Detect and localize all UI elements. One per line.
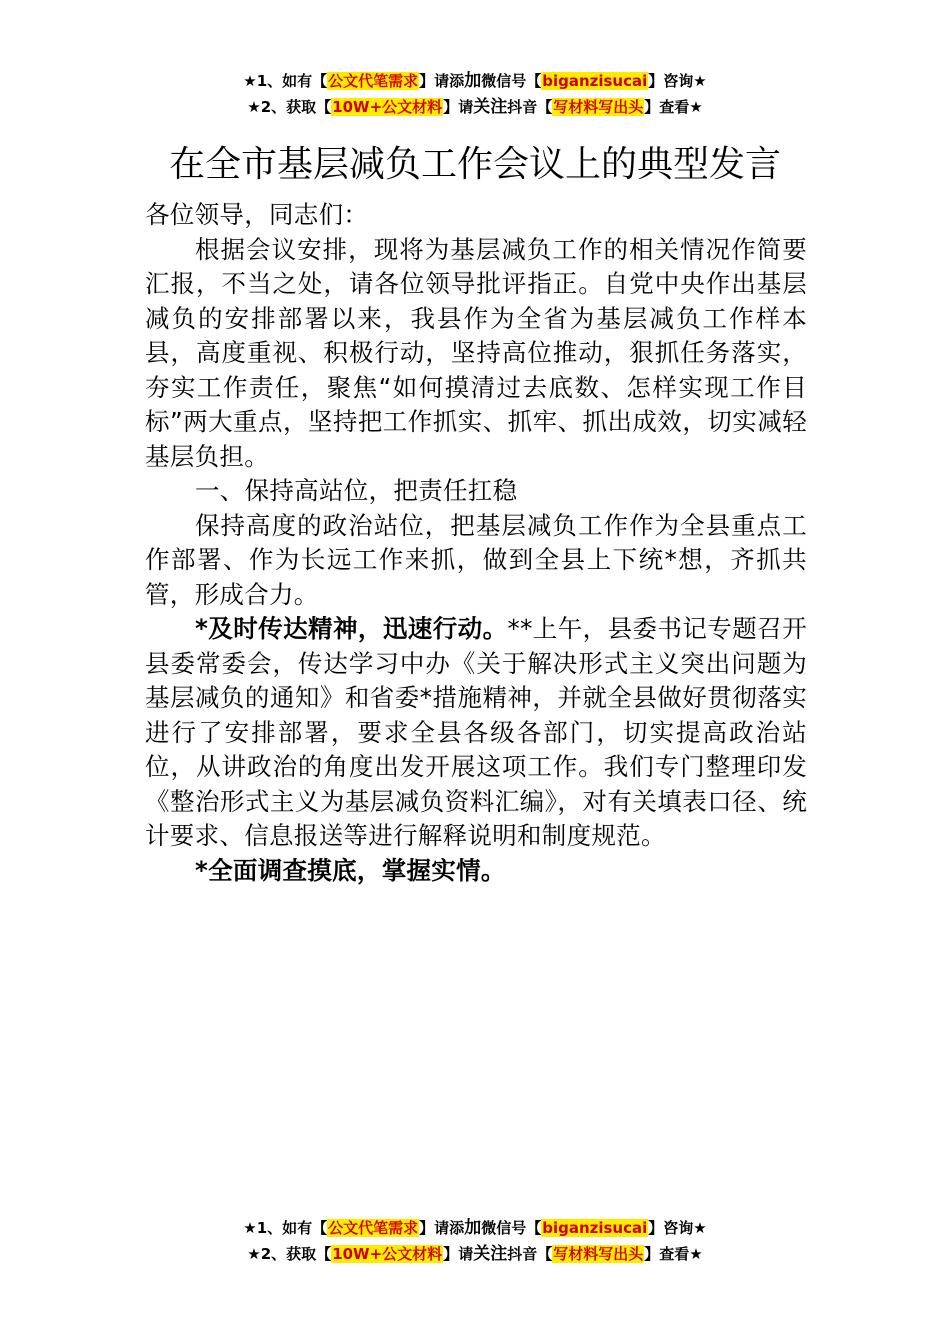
item-text: **上午，县委书记专题召开县委常委会，传达学习中办《关于解决形式主义突出问题为基层减负的通知》和省委*措施精神，并就全县做好贯彻落实进行了安排部署，要求全县各级各部门，切实提高政治站位，从讲政治的角度出发开展这项工作。我们专门整理印发《整治形式主义为基层减负资料汇编》，对有关填表口径、统计要求、信息报送等进行解释说明和制度规范。 <box>145 614 807 850</box>
ad-text: 加 <box>464 1218 482 1238</box>
ad-text: 关注 <box>473 97 508 117</box>
ad-text: 抖音【 <box>507 98 553 116</box>
ad-text: 】请 <box>443 98 474 116</box>
ad-text: 】请 <box>443 1245 474 1263</box>
salutation: 各位领导，同志们： <box>145 200 369 229</box>
footer-ad <box>0 1215 950 1267</box>
ad-text: 抖音【 <box>507 1245 553 1263</box>
ad-text: 】咨询★ <box>648 72 707 90</box>
ad-text: ★2、获取【 <box>247 98 332 116</box>
ad-highlight: 公文代笔需求 <box>328 1219 419 1237</box>
ad-text: ★1、如有【 <box>243 1219 328 1237</box>
ad-highlight: 10W+公文材料 <box>332 1245 443 1263</box>
ad-highlight: biganzisucai <box>542 1219 648 1237</box>
document-body <box>145 198 807 888</box>
ad-text: 微信号【 <box>481 72 542 90</box>
ad-text: 】查看★ <box>644 1245 703 1263</box>
ad-highlight: 10W+公文材料 <box>332 98 443 116</box>
ad-text: 】请添 <box>419 1219 465 1237</box>
ad-highlight: biganzisucai <box>542 72 648 90</box>
ad-text: 】咨询★ <box>648 1219 707 1237</box>
ad-line-2 <box>0 1241 950 1267</box>
paragraph-section-summary: 保持高度的政治站位，把基层减负工作作为全县重点工作部署、作为长远工作来抓，做到全县上下统*想，齐抓共管，形成合力。 <box>145 510 807 609</box>
ad-text: 关注 <box>473 1244 508 1264</box>
ad-highlight: 公文代笔需求 <box>328 72 419 90</box>
page-title: 在全市基层减负工作会议上的典型发言 <box>168 144 781 185</box>
ad-line-1 <box>0 1215 950 1241</box>
ad-text: 】查看★ <box>644 98 703 116</box>
ad-line-2 <box>0 94 950 120</box>
item-lead: *全面调查摸底，掌握实情。 <box>195 855 506 885</box>
ad-line-1 <box>0 68 950 94</box>
ad-highlight: 写材料写出头 <box>553 1245 644 1263</box>
ad-text: 加 <box>464 71 482 91</box>
paragraph-item-1 <box>145 612 807 854</box>
ad-highlight: 写材料写出头 <box>553 98 644 116</box>
ad-text: ★1、如有【 <box>243 72 328 90</box>
paragraph-item-2 <box>145 854 807 889</box>
section-heading: 一、保持高站位，把责任扛稳 <box>195 476 518 505</box>
ad-text: 微信号【 <box>481 1219 542 1237</box>
ad-text: 】请添 <box>419 72 465 90</box>
header-ad <box>0 68 950 120</box>
ad-text: ★2、获取【 <box>247 1245 332 1263</box>
paragraph-intro: 根据会议安排，现将为基层减负工作的相关情况作简要汇报，不当之处，请各位领导批评指正。自党中央作出基层减负的安排部署以来，我县作为全省为基层减负工作样本县，高度重视、积极行动，坚持高位推动，狠抓任务落实，夯实工作责任，聚焦“如何摸清过去底数、怎样实现工作目标”两大重点，坚持把工作抓实、抓牢、抓出成效，切实减轻基层负担。 <box>145 234 807 471</box>
item-lead: *及时传达精神，迅速行动。 <box>195 614 508 643</box>
